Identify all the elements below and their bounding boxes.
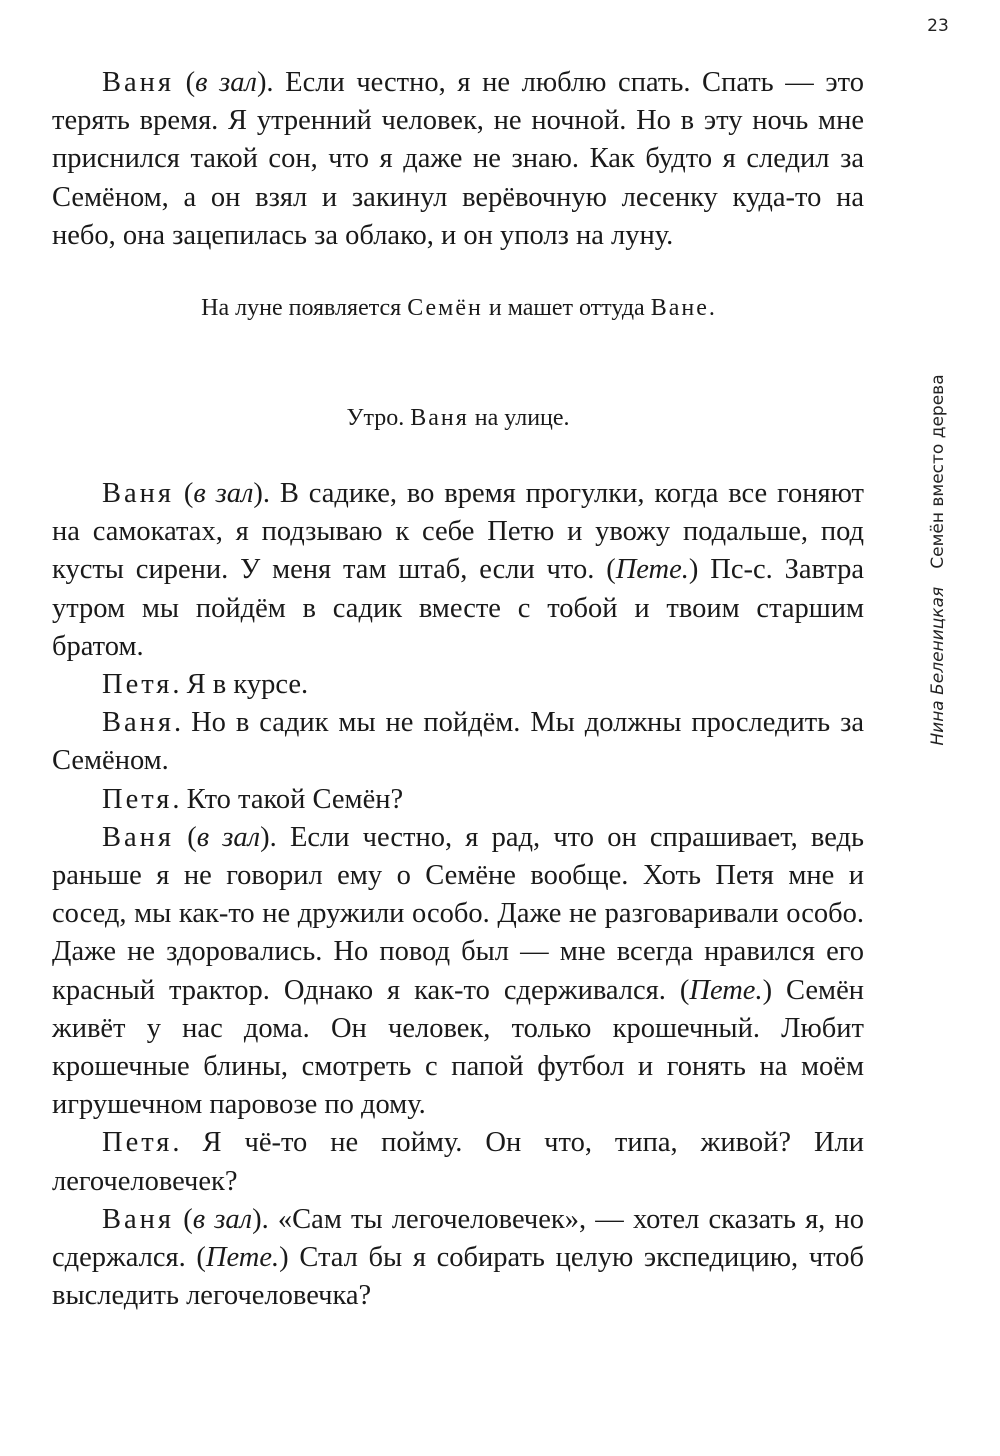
- paragraph: Петя. Я в курсе.: [102, 669, 309, 701]
- stage-character: Ване: [650, 295, 709, 322]
- stage-remark: в зал: [193, 478, 254, 510]
- speech-text: Пс-с. Завтра утром мы пойдём в садик вместе с тобой и твоим старшим братом.: [52, 554, 864, 662]
- speaker-name: Ваня: [102, 67, 175, 98]
- paragraph: Ваня (в зал). Если честно, я рад, что он спрашивает, ведь раньше я не говорил ему о Семёне вообще. Хоть Петя мне и сосед, мы как-то не дружили особо. Даже не разговаривали особо. Даже не здоровались. Но повод был — мне всегда нравился его красный трактор. Однако я как-то сдерживался. (Пете.) Семён живёт у нас дома. Он человек, только крошечный. Любит крошечные блины, смотреть с папой футбол и гонять на моём игрушечном паровозе по дому.: [52, 821, 864, 1121]
- speaker-name: Петя: [102, 783, 173, 815]
- running-head-title: Семён вместо дерева: [928, 374, 948, 569]
- speech-text: Если честно, я рад, что он спрашивает, ведь раньше я не говорил ему о Семёне вообще. Хоть Петя мне и сосед, мы как-то не дружили особо. Даже не разговаривали особо. Даже не здоровались. Но повод был — мне всегда нравился его красный трактор. Однако я как-то сдерживался.: [52, 821, 864, 1006]
- stage-direction: [52, 291, 864, 325]
- speaker-name: Ваня: [102, 707, 175, 739]
- speaker-name: Ваня: [102, 1203, 175, 1235]
- stage-text: Утро.: [346, 405, 405, 432]
- speaker-name: Петя: [102, 1127, 173, 1159]
- text-column: [52, 64, 864, 1315]
- stage-remark: в зал: [196, 821, 261, 853]
- stage-character: Ваня: [410, 405, 469, 432]
- paragraph: Ваня (в зал). Если честно, я не люблю спать. Спать — это терять время. Я утренний человек, не ночной. Но в эту ночь мне приснился такой сон, что я даже не знаю. Как будто я следил за Семёном, а он взял и закинул верёвочную лесенку куда-то на небо, она зацепилась за облако, и он уполз на луну.: [52, 67, 864, 251]
- speaker-name: Ваня: [102, 478, 175, 510]
- paragraph: Ваня (в зал). В садике, во время прогулки, когда все гоняют на самокатах, я подзываю к себе Петю и увожу подальше, под кусты сирени. У меня там штаб, если что. (Пете.) Пс-с. Завтра утром мы пойдём в садик вместе с тобой и твоим старшим братом.: [52, 478, 864, 662]
- stage-character: Семён: [407, 295, 483, 322]
- speech-text: Я в курсе.: [186, 669, 309, 701]
- speech-text: Семён живёт у нас дома. Он человек, только крошечный. Любит крошечные блины, смотреть с папой футбол и гонять на моём игрушечном паровозе по дому.: [52, 974, 864, 1121]
- speech-text: Я чё-то не пойму. Он что, типа, живой? Или легочеловечек?: [52, 1127, 865, 1197]
- stage-remark: в зал: [195, 67, 257, 98]
- speech-text: Кто такой Семён?: [186, 783, 404, 815]
- stage-aside: Пете.: [615, 554, 689, 586]
- paragraph: Петя. Я чё-то не пойму. Он что, типа, живой? Или легочеловечек?: [52, 1127, 865, 1197]
- stage-direction: [52, 401, 864, 435]
- paragraph: Петя. Кто такой Семён?: [102, 783, 404, 815]
- speech-text: Если честно, я не люблю спать. Спать — это терять время. Я утренний человек, не ночной. Но в эту ночь мне приснился такой сон, что я даже не знаю. Как будто я следил за Семёном, а он взял и закинул верёвочную лесенку куда-то на небо, она зацепилась за облако, и он уполз на луну.: [52, 67, 864, 251]
- stage-text: на улице.: [474, 405, 570, 432]
- paragraph: Ваня (в зал). «Сам ты легочеловечек», — хотел сказать я, но сдержался. (Пете.) Стал бы я собирать целую экспедицию, чтоб выследить легочеловечка?: [52, 1203, 864, 1312]
- stage-text: На луне появляется: [201, 295, 402, 322]
- running-head-author: Нина Беленицкая: [928, 586, 948, 746]
- speaker-name: Ваня: [102, 821, 175, 853]
- speaker-name: Петя: [102, 669, 173, 701]
- paragraph: Ваня. Но в садик мы не пойдём. Мы должны проследить за Семёном.: [52, 707, 865, 777]
- speech-text: В садике, во время прогулки, когда все гоняют на самокатах, я подзываю к себе Петю и увожу подальше, под кусты сирени. У меня там штаб, если что.: [52, 478, 864, 586]
- stage-text: и машет оттуда: [488, 295, 645, 322]
- speech-text: Но в садик мы не пойдём. Мы должны проследить за Семёном.: [52, 707, 865, 777]
- page-number: 23: [927, 16, 949, 36]
- running-head: [922, 330, 954, 790]
- stage-remark: в зал: [192, 1203, 253, 1235]
- stage-aside: Пете.: [689, 974, 763, 1006]
- stage-text: .: [708, 295, 715, 322]
- speech-text: Стал бы я собирать целую экспедицию, чтоб выследить легочеловечка?: [52, 1242, 864, 1312]
- stage-aside: Пете.: [205, 1242, 280, 1274]
- speech-text: «Сам ты легочеловечек», — хотел сказать я, но сдержался.: [52, 1203, 864, 1274]
